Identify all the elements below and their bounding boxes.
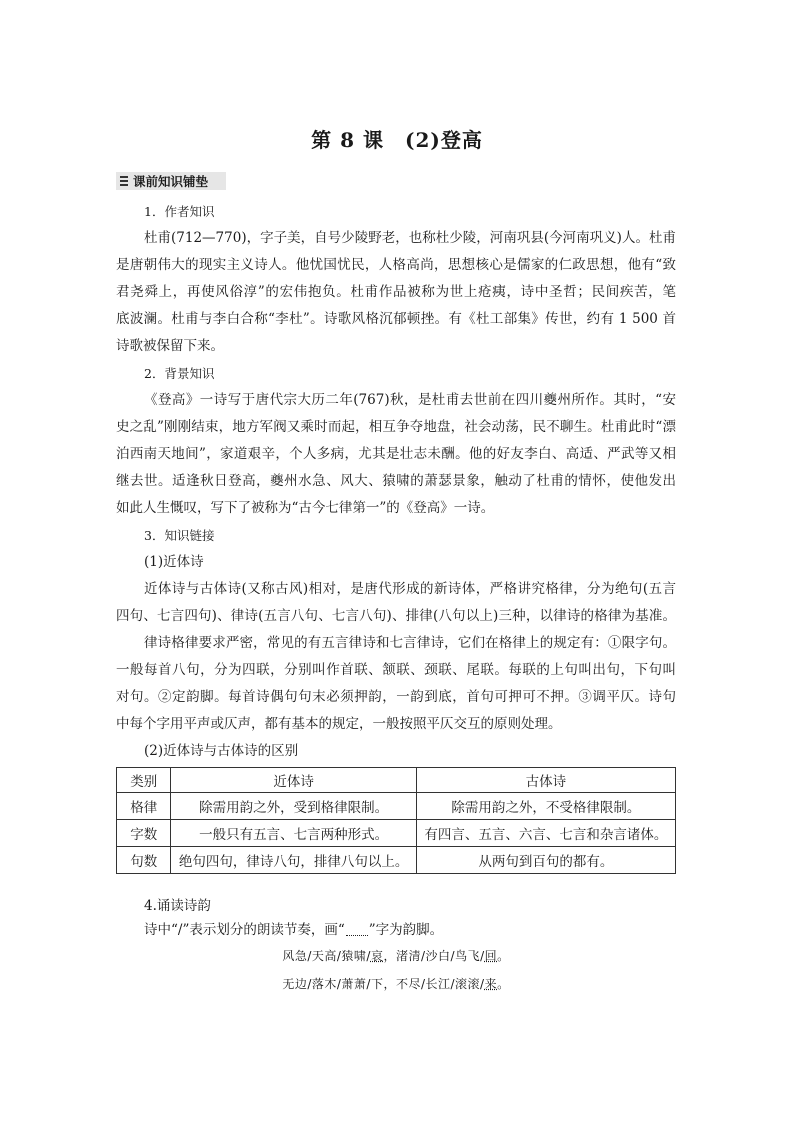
table-header-cell: 古体诗 [416, 768, 675, 793]
rhyme-mark-icon [346, 925, 368, 936]
table-cell: 字数 [117, 820, 171, 847]
modern-poetry-subheading: (1)近体诗 [144, 554, 204, 570]
author-heading: 1．作者知识 [144, 204, 215, 219]
poem-text: ，渚清/沙白/鸟飞/ [383, 949, 485, 963]
background-heading: 2．背景知识 [144, 366, 215, 381]
background-line: 如此人生慨叹，写下了被称为“古今七律第一”的《登高》一诗。 [116, 500, 495, 516]
paragraph-line: 对句。②定韵脚。每首诗偶句句末必须押韵，一韵到底，首句可押可不押。③调平仄。诗句 [116, 689, 676, 705]
background-line: 泊西南天地间”，家道艰辛，个人多病，尤其是壮志未酬。他的好友李白、高适、严武等又相 [116, 446, 676, 462]
table-cell: 从两句到百句的都有。 [416, 847, 675, 874]
paragraph-line: 律诗格律要求严密，常见的有五言律诗和七言律诗，它们在格律上的规定有：①限字句。 [144, 635, 676, 651]
table-header-cell: 近体诗 [171, 768, 416, 793]
author-line: 君尧舜上，再使风俗淳”的宏伟抱负。杜甫作品被称为世上疮痍，诗中圣哲；民间疾苦，笔 [116, 284, 676, 300]
table-cell: 句数 [117, 847, 171, 874]
section-header-label: 课前知识铺垫 [133, 174, 209, 189]
table-cell: 除需用韵之外，不受格律限制。 [416, 793, 675, 820]
table-row [117, 820, 676, 847]
poem-line [116, 970, 676, 998]
table-cell: 一般只有五言、七言两种形式。 [171, 820, 416, 847]
author-line: 是唐朝伟大的现实主义诗人。他忧国忧民，人格高尚，思想核心是儒家的仁政思想，他有“致 [116, 257, 676, 273]
table-row [117, 847, 676, 874]
table-header-cell: 类别 [117, 768, 171, 793]
table-header-row [117, 768, 676, 793]
author-line: 杜甫(712—770)，字子美，自号少陵野老，也称杜少陵，河南巩县(今河南巩义)人。杜甫 [144, 230, 676, 246]
recitation-note-text: 诗中“/”表示划分的朗读节奏，画“ [144, 922, 345, 938]
table-cell: 绝句四句，律诗八句，排律八句以上。 [171, 847, 416, 874]
author-line: 诗歌被保留下来。 [116, 338, 224, 354]
author-line: 底波澜。杜甫与李白合称“李杜”。诗歌风格沉郁顿挫。有《杜工部集》传世，约有 1 500 首 [116, 311, 676, 327]
section-bar-icon [120, 176, 128, 186]
background-line: 《登高》一诗写于唐代宗大历二年(767)秋，是杜甫去世前在四川夔州所作。其时，“安 [144, 392, 676, 408]
section-header [116, 172, 226, 190]
table-cell: 除需用韵之外，受到格律限制。 [171, 793, 416, 820]
rhyme-char: 哀 [370, 949, 384, 963]
recitation-note [116, 918, 676, 942]
background-line: 史之乱”刚刚结束，地方军阀又乘时而起，相互争夺地盘，社会动荡，民不聊生。杜甫此时“漂 [116, 419, 676, 435]
poem-text: 。 [497, 977, 510, 991]
background-line: 继去世。适逢秋日登高，夔州水急、风大、猿啸的萧瑟景象，触动了杜甫的情怀，使他发出 [116, 473, 676, 489]
paragraph-line: 近体诗与古体诗(又称古风)相对，是唐代形成的新诗体，严格讲究格律，分为绝句(五言 [144, 581, 676, 597]
comparison-subheading: (2)近体诗与古体诗的区别 [144, 743, 299, 759]
document-body [116, 198, 676, 998]
poem-text: 。 [497, 949, 510, 963]
recitation-note-text: ”字为韵脚。 [368, 922, 444, 938]
page-title: 第 8 课 (2)登高 [311, 128, 483, 152]
rhyme-char: 来 [484, 977, 498, 991]
table-row [117, 793, 676, 820]
paragraph-line: 中每个字用平声或仄声，都有基本的规定，一般按照平仄交互的原则处理。 [116, 716, 562, 732]
rhyme-char: 回 [484, 949, 498, 963]
knowledge-link-heading: 3．知识链接 [144, 528, 215, 543]
poem-text: 无边/落木/萧萧/下，不尽/长江/滚滚/ [282, 977, 485, 991]
recitation-heading: 4.诵读诗韵 [144, 898, 211, 914]
paragraph-line: 四句、七言四句)、律诗(五言八句、七言八句)、排律(八句以上)三种，以律诗的格律为基准。 [116, 608, 676, 624]
paragraph-line: 一般每首八句，分为四联，分别叫作首联、颔联、颈联、尾联。每联的上句叫出句，下句叫 [116, 662, 676, 678]
poem-line [116, 942, 676, 970]
poem-text: 风急/天高/猿啸/ [282, 949, 371, 963]
comparison-table [116, 767, 676, 874]
table-cell: 有四言、五言、六言、七言和杂言诸体。 [416, 820, 675, 847]
table-cell: 格律 [117, 793, 171, 820]
